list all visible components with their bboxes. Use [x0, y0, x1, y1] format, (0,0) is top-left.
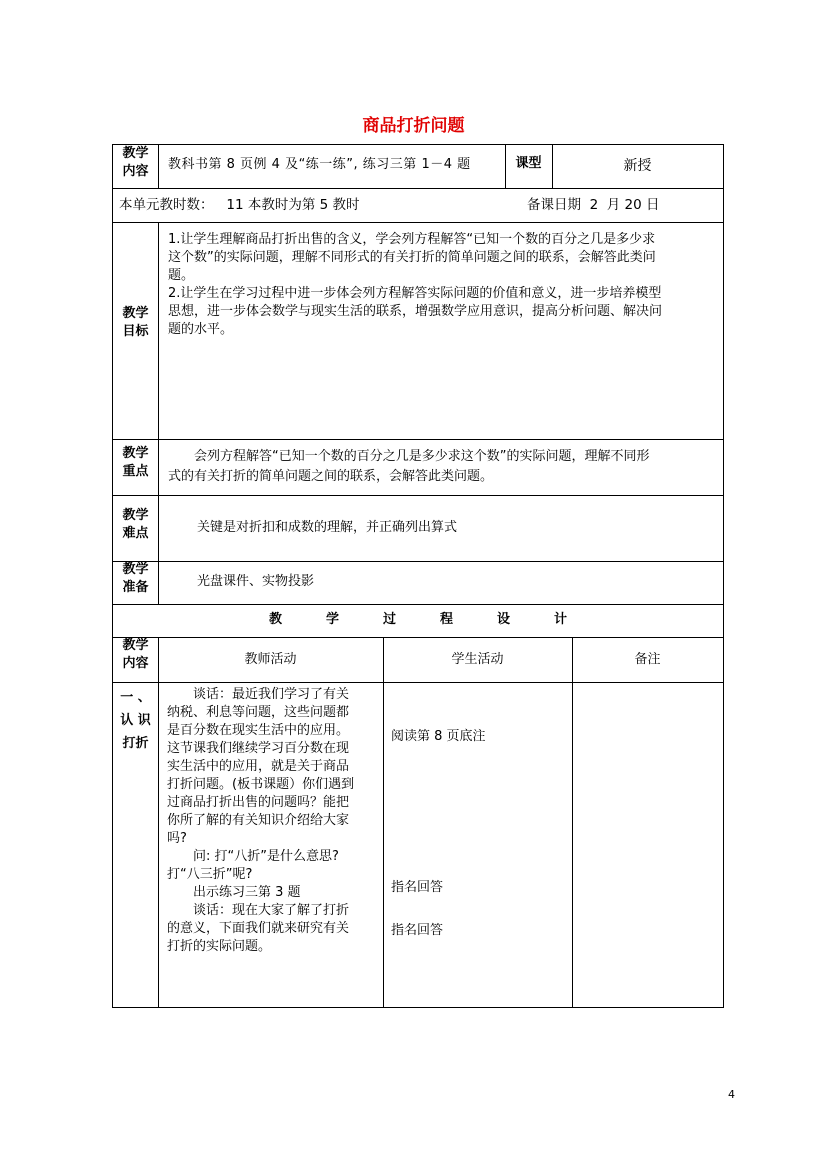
goals-text: 1.让学生理解商品打折出售的含义，学会列方程解答“已知一个数的百分之几是多少求 这个数”的实际问题，理解不同形式的有关打折的简单问题之间的联系，会解答此类问 题。 2.让学生在学习过程中进一步体会列方程解答实际问题的价值和意义，进一步培养模型 思想，进一步体会数学与现实生活的联系，增强数学应用意识，提高分析问题、解决问 题的水平。 — [168, 232, 663, 337]
prep-date: 备课日期 2 月 20 日 — [527, 197, 660, 213]
section-recognize-discount-label: 一 、 认 识 打折 — [120, 690, 151, 751]
student-activity-answer-2: 指名回答 — [391, 923, 444, 938]
content-label: 教学 内容 — [122, 146, 149, 179]
teacher-activity-header: 教师活动 — [244, 652, 297, 667]
preparation-text: 光盘课件、实物投影 — [197, 574, 315, 589]
keypoints-label: 教学 重点 — [122, 446, 149, 479]
content-text: 教科书第 8 页例 4 及“练一练”, 练习三第 1－4 题 — [168, 157, 471, 172]
teacher-activity-text: 谈话：最近我们学习了有关 纳税、利息等问题，这些问题都 是百分数在现实生活中的应用。 这节课我们继续学习百分数在现 实生活中的应用，就是关于商品 打折问题。(板书课题）你们遇到 过商品打折出售的问题吗？能把 你所了解的有关知识介绍给大家 吗? 问: 打“八折”是什么意思? 打“八三折”呢? 出示练习三第 3 题 谈话：现在大家了解了打折 的意义，下面我们就来研究有关 打折的实际问题。 — [167, 687, 355, 954]
student-activity-header: 学生活动 — [451, 652, 504, 667]
preparation-label: 教学 准备 — [122, 562, 149, 595]
goals-label: 教学 目标 — [122, 306, 149, 339]
process-content-label: 教学 内容 — [122, 638, 149, 671]
page-title: 商品打折问题 — [362, 116, 465, 136]
lesson-type-label: 课型 — [515, 156, 542, 171]
unit-hours: 本单元教时数： 11 本教时为第 5 教时 — [119, 197, 360, 213]
difficulty-label: 教学 难点 — [122, 508, 149, 541]
difficulty-text: 关键是对折扣和成数的理解，并正确列出算式 — [197, 520, 458, 535]
lesson-plan-table — [112, 144, 724, 1008]
student-activity-answer-1: 指名回答 — [391, 880, 444, 895]
process-design-title: 教 学 过 程 设 计 — [268, 612, 568, 627]
page-number: 4 — [728, 1088, 735, 1101]
notes-header: 备注 — [634, 652, 661, 667]
student-activity-read: 阅读第 8 页底注 — [391, 729, 486, 744]
lesson-type-value: 新授 — [623, 158, 652, 174]
keypoints-text: 会列方程解答“已知一个数的百分之几是多少求这个数”的实际问题，理解不同形 式的有关打折的简单问题之间的联系，会解答此类问题。 — [168, 449, 650, 484]
